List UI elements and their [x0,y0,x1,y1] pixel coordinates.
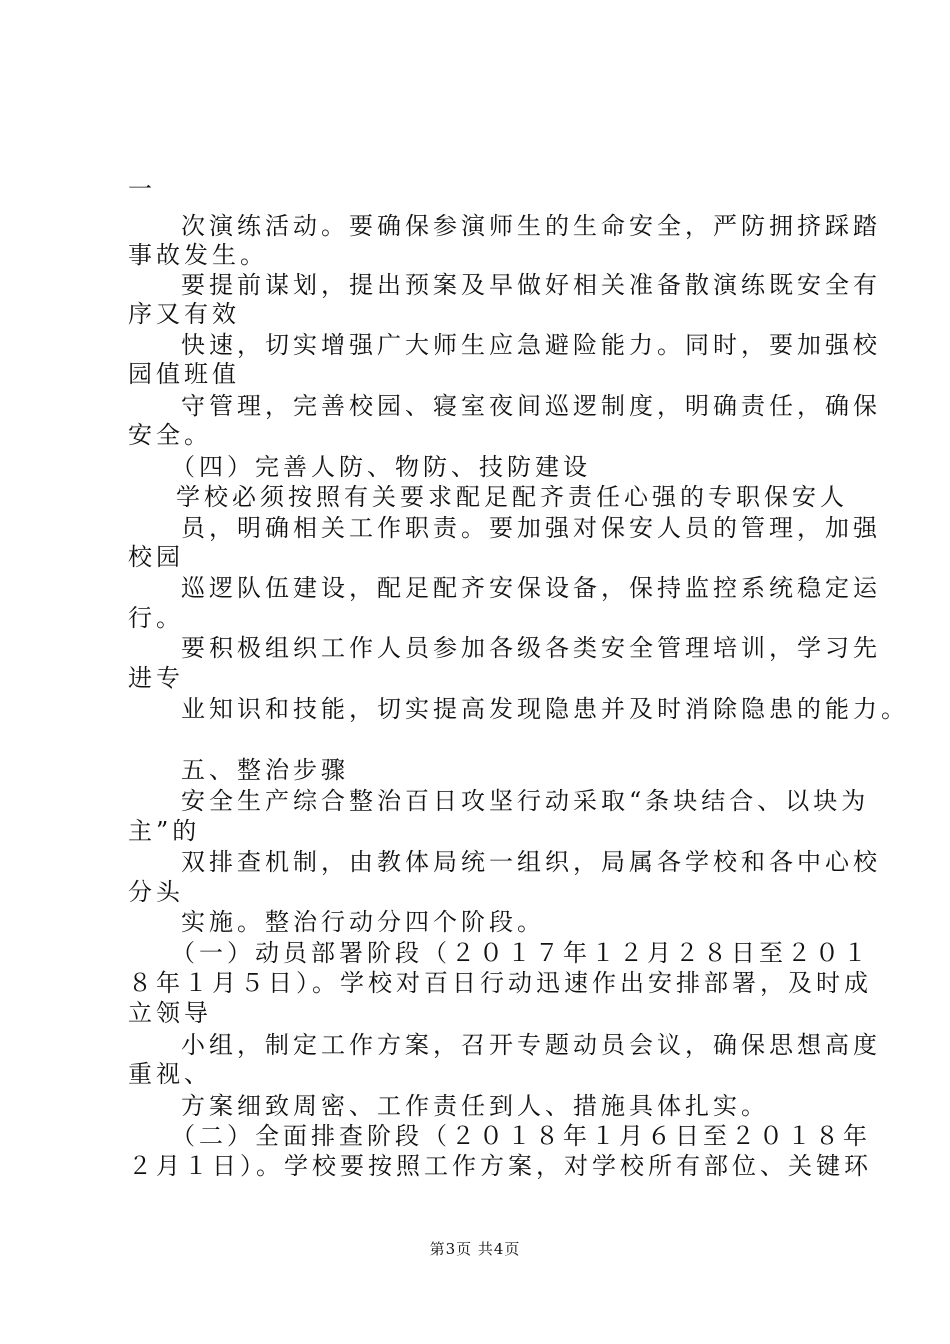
text-line: 快速，切实增强广大师生应急避险能力。同时，要加强校 [181,331,881,359]
section-heading: 五、整治步骤 [181,756,349,784]
text-line: 立领导 [128,999,212,1027]
text-line: ２月１日）。学校要按照工作方案，对学校所有部位、关键环 [128,1152,872,1180]
text-line: 实施。整治行动分四个阶段。 [181,908,545,936]
text-line: 行。 [128,604,184,632]
text-line: 守管理，完善校园、寝室夜间巡逻制度，明确责任，确保 [181,392,881,420]
text-line: 员，明确相关工作职责。要加强对保安人员的管理，加强 [181,514,881,542]
text-line: 校园 [128,543,184,571]
text-line: 园值班值 [128,360,240,388]
text-line: 要积极组织工作人员参加各级各类安全管理培训，学习先 [181,634,881,662]
text-line: 小组，制定工作方案，召开专题动员会议，确保思想高度 [181,1031,881,1059]
text-line: 重视、 [128,1060,212,1088]
text-line: 事故发生。 [128,241,268,269]
text-line: 主”的 [128,817,201,845]
text-line: 安全生产综合整治百日攻坚行动采取“条块结合、以块为 [181,787,870,815]
text-line: 一 [128,175,156,203]
text-line: 序又有效 [128,300,240,328]
page-footer: 第3页 共4页 [429,1240,521,1258]
text-line: 业知识和技能，切实提高发现隐患并及时消除隐患的能力。 [181,695,909,723]
text-line: 分头 [128,878,184,906]
text-line: （二）全面排查阶段（２０１８年１月６日至２０１８年 [171,1122,871,1150]
text-line: ８年１月５日）。学校对百日行动迅速作出安排部署，及时成 [128,969,872,997]
section-heading: （四）完善人防、物防、技防建设 [171,453,591,481]
text-line: 学校必须按照有关要求配足配齐责任心强的专职保安人 [176,483,848,511]
text-line: （一）动员部署阶段（２０１７年１２月２８日至２０１ [171,939,871,967]
text-line: 安全。 [128,421,212,449]
text-line: 要提前谋划，提出预案及早做好相关准备散演练既安全有 [181,271,881,299]
text-line: 次演练活动。要确保参演师生的生命安全，严防拥挤踩踏 [181,212,881,240]
text-line: 巡逻队伍建设，配足配齐安保设备，保持监控系统稳定运 [181,574,881,602]
text-line: 双排查机制，由教体局统一组织，局属各学校和各中心校 [181,848,881,876]
text-line: 方案细致周密、工作责任到人、措施具体扎实。 [181,1092,769,1120]
text-line: 进专 [128,664,184,692]
